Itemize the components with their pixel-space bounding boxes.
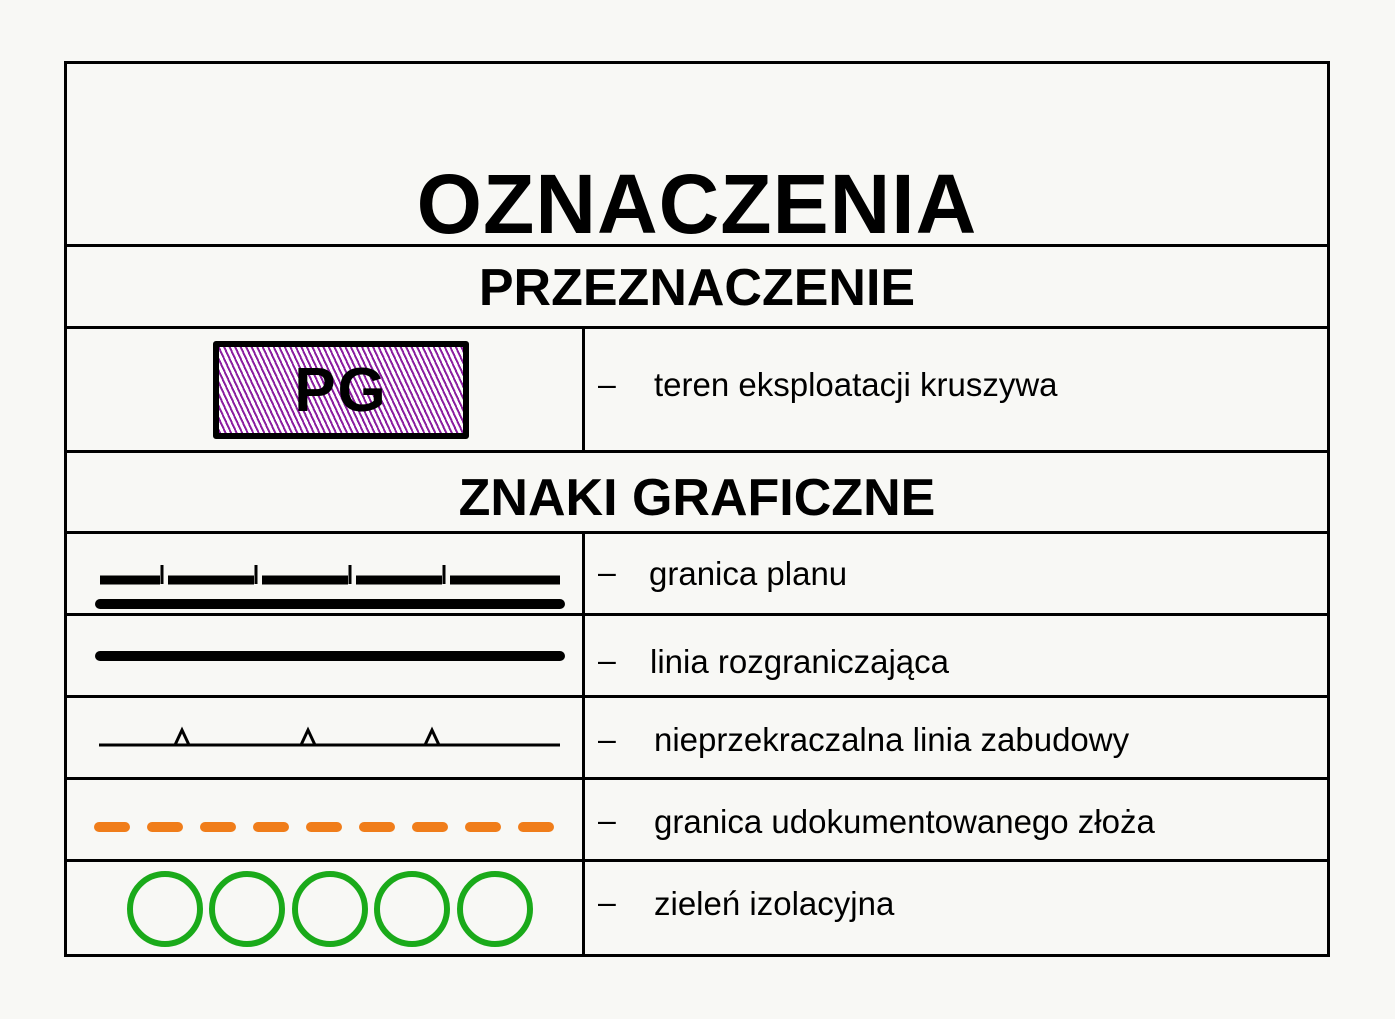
plan-boundary-description: granica planu	[649, 555, 848, 592]
section-heading-znaki: ZNAKI GRAFICZNE	[458, 469, 936, 527]
section-heading-przeznaczenie: PRZEZNACZENIE	[478, 259, 916, 317]
dash: –	[598, 721, 616, 757]
dash: –	[598, 802, 616, 838]
pg-symbol-label: PG	[294, 355, 388, 425]
demarcation-line-description: linia rozgraniczająca	[650, 643, 949, 680]
deposit-boundary-description: granica udokumentowanego złoża	[654, 803, 1155, 840]
pg-description: teren eksploatacji kruszywa	[654, 366, 1058, 403]
building-line-description: nieprzekraczalna linia zabudowy	[654, 721, 1130, 758]
legend-title: OZNACZENIA	[416, 157, 978, 251]
dash: –	[598, 642, 616, 678]
dash: –	[598, 884, 616, 920]
isolation-greenery-description: zieleń izolacyjna	[654, 885, 895, 922]
dash: –	[598, 554, 616, 590]
dash: –	[598, 366, 616, 402]
